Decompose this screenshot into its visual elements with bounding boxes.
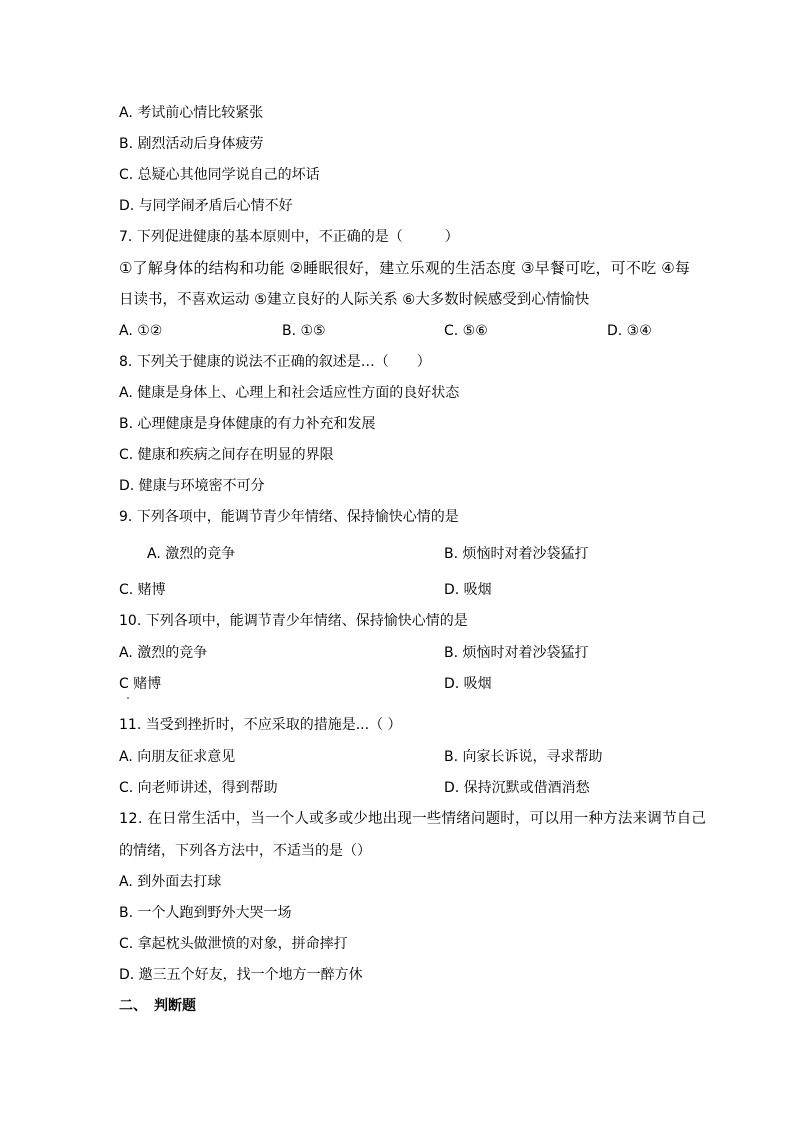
q7-option-d: D. ③④: [607, 323, 652, 339]
q7-statements-line2: 日读书，不喜欢运动 ⑤建立良好的人际关系 ⑥大多数时候感受到心情愉快: [119, 292, 590, 308]
q12-option-c: C. 拿起枕头做泄愤的对象，拼命摔打: [119, 936, 348, 952]
q7-option-a: A. ①②: [119, 323, 163, 339]
q9-option-d: D. 吸烟: [444, 582, 492, 598]
q8-option-c: C. 健康和疾病之间存在明显的界限: [119, 447, 334, 463]
q7-option-b: B. ①⑤: [282, 323, 326, 339]
q6-option-a: A. 考试前心情比较紧张: [119, 105, 264, 121]
q10-option-d: D. 吸烟: [444, 676, 492, 692]
q6-option-c: C. 总疑心其他同学说自己的坏话: [119, 167, 320, 183]
section-heading-judgment: 二、 判断题: [119, 998, 196, 1014]
q12-stem-line2: 的情绪，下列各方法中，不适当的是（）: [119, 843, 371, 859]
q9-option-c: C. 赌博: [119, 582, 166, 598]
q6-option-d: D. 与同学闹矛盾后心情不好: [119, 198, 293, 214]
q7-stem: 7. 下列促进健康的基本原则中，不正确的是（ ）: [119, 229, 459, 245]
q7-statements-line1: ①了解身体的结构和功能 ②睡眠很好，建立乐观的生活态度 ③早餐可吃，可不吃 ④每: [119, 259, 691, 277]
q12-option-a: A. 到外面去打球: [119, 874, 222, 890]
q11-stem: 11. 当受到挫折时，不应采取的措施是...（ ）: [119, 717, 402, 733]
q9-stem: 9. 下列各项中，能调节青少年情绪、保持愉快心情的是: [119, 509, 459, 525]
q11-option-d: D. 保持沉默或借酒消愁: [444, 780, 590, 796]
q10-option-a: A. 激烈的竞争: [119, 645, 208, 661]
q11-option-b: B. 向家长诉说，寻求帮助: [444, 749, 603, 765]
q10-option-c: C 赌博: [119, 676, 162, 692]
q8-option-b: B. 心理健康是身体健康的有力补充和发展: [119, 416, 376, 432]
q11-option-a: A. 向朋友征求意见: [119, 749, 236, 765]
q10-option-b: B. 烦恼时对着沙袋猛打: [444, 645, 589, 661]
q7-option-c: C. ⑤⑥: [444, 323, 488, 339]
q12-option-b: B. 一个人跑到野外大哭一场: [119, 905, 292, 921]
q11-option-c: C. 向老师讲述，得到帮助: [119, 780, 278, 796]
q9-option-b: B. 烦恼时对着沙袋猛打: [444, 546, 589, 562]
q8-option-a: A. 健康是身体上、心理上和社会适应性方面的良好状态: [119, 385, 460, 401]
q6-option-b: B. 剧烈活动后身体疲劳: [119, 136, 264, 152]
q8-stem: 8. 下列关于健康的说法不正确的叙述是…（ ）: [119, 354, 431, 370]
q10-stem: 10. 下列各项中，能调节青少年情绪、保持愉快心情的是: [119, 613, 468, 629]
q12-stem-line1: 12. 在日常生活中，当一个人或多或少地出现一些情绪问题时，可以用一种方法来调节自己: [119, 811, 707, 827]
q8-option-d: D. 健康与环境密不可分: [119, 478, 265, 494]
stray-dot: [127, 697, 129, 699]
q9-option-a: A. 激烈的竞争: [147, 546, 236, 562]
q12-option-d: D. 邀三五个好友，找一个地方一醉方休: [119, 967, 363, 983]
